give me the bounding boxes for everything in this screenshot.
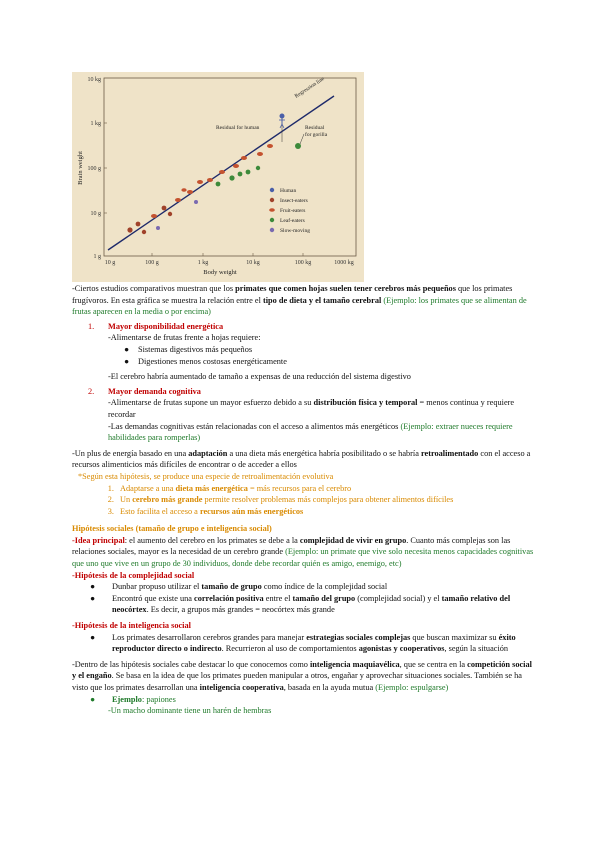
y-tick-label: 10 kg bbox=[87, 77, 101, 83]
x-axis-label: Body weight bbox=[203, 269, 237, 276]
residual-gorilla-line bbox=[300, 134, 304, 144]
legend bbox=[269, 188, 310, 234]
legend-human bbox=[270, 188, 297, 194]
residual-gorilla-label: Residual bbox=[305, 125, 325, 131]
document-body bbox=[72, 283, 534, 717]
y-tick-label: 100 g bbox=[87, 166, 101, 172]
y-tick-label: 1 kg bbox=[90, 121, 101, 127]
example-sub: -Un macho dominante tiene un harén de hembras bbox=[108, 706, 272, 716]
svg-text:Fruit-eaters: Fruit-eaters bbox=[280, 208, 306, 214]
y-axis-label: Brain weight bbox=[77, 151, 84, 185]
item2-sub2: -Las demandas cognitivas están relacionadas con el acceso a alimentos más energéticos (Ejemplo: extraer nueces requiere habilidades para romperlas) bbox=[108, 421, 513, 443]
x-tick-label: 10 kg bbox=[246, 260, 260, 266]
item1-sub2: -El cerebro habría aumentado de tamaño a expensas de una reducción del sistema digestivo bbox=[108, 372, 411, 382]
item1-bullet: ● Digestiones menos costosas energéticamente bbox=[124, 356, 287, 366]
hypothesis-item-2: 2. Mayor demanda cognitiva bbox=[88, 386, 201, 396]
leaf-eater-markers bbox=[216, 143, 301, 186]
feedback-step: 2. Un cerebro más grande permite resolver problemas más complejos para obtener alimentos difíciles bbox=[107, 495, 454, 505]
svg-text:Human: Human bbox=[280, 188, 297, 194]
brain-body-weight-plot bbox=[72, 72, 364, 282]
complexity-heading: -Hipótesis de la complejidad social bbox=[72, 570, 195, 580]
residual-human-label: Residual for human bbox=[216, 125, 260, 131]
legend-fruit-eaters bbox=[269, 208, 305, 214]
intelligence-bullet: ● Los primates desarrollaron cerebros grandes para manejar estrategias sociales complejas que buscan maximizar su éxito reproductor directo o indirecto. Recurrieron al uso de comportamientos agonistas y cooperativos, según la situación bbox=[90, 632, 516, 654]
example-bullet: ● Ejemplo: papiones bbox=[90, 694, 176, 704]
complexity-bullet: ● Dunbar propuso utilizar el tamaño de grupo como índice de la complejidad social bbox=[90, 582, 388, 592]
hypothesis-item-1: 1. Mayor disponibilidad energética bbox=[88, 321, 224, 331]
item2-sub1: -Alimentarse de frutas supone un mayor esfuerzo debido a su distribución física y temporal = menos continua y requiere recordar bbox=[108, 398, 515, 419]
plus-paragraph: -Un plus de energía basado en una adaptación a una dieta más energética habría posibilitado o se habría retroalimentado con el acceso a recursos alimenticios más difíciles de encontrar o de acceder a ellos bbox=[72, 448, 531, 470]
x-tick-label: 100 kg bbox=[294, 260, 312, 266]
y-tick-label: 10 g bbox=[90, 211, 101, 217]
machiavellian-paragraph: -Dentro de las hipótesis sociales cabe destacar lo que conocemos como inteligencia maquiavélica, que se centra en la competición social y el engaño. Se basa en la idea de que los primates pueden manipular a otros, engañar y aprovechar situaciones sociales. También se ha visto que los primates desarrollan una inteligencia cooperativa, basada en la ayuda mutua (Ejemplo: espulgarse) bbox=[72, 659, 532, 692]
slow-moving-markers bbox=[156, 200, 198, 230]
x-tick-label: 1 kg bbox=[197, 260, 209, 266]
residual-gorilla-label: for gorilla bbox=[305, 132, 328, 138]
social-idea-paragraph: -Idea principal: el aumento del cerebro en los primates se debe a la complejidad de vivir en grupo. Cuanto más complejas son las relaciones sociales, mayor es la necesidad de un cerebro grande (Ejemplo: un primate que vive solo necesita menos capacidades cognitivas que uno que vive en un grupo de 30 individuos, donde debe recordar quién es amigo, enemigo, etc) bbox=[72, 535, 534, 569]
intelligence-heading: -Hipótesis de la inteligencia social bbox=[72, 621, 191, 631]
svg-text:Insect-eaters: Insect-eaters bbox=[280, 198, 308, 204]
legend-leaf-eaters bbox=[270, 217, 305, 224]
complexity-bullet: ● Encontró que existe una correlación positiva entre el tamaño del grupo (complejidad social) y el tamaño relativo del neocórtex. Es decir, a grupos más grandes = neocórtex más grande bbox=[90, 593, 511, 615]
fruit-eater-markers bbox=[151, 144, 273, 218]
feedback-step: 1. Adaptarse a una dieta más energética = más recursos para el cerebro bbox=[107, 483, 352, 493]
legend-insect-eaters bbox=[270, 198, 308, 204]
feedback-intro: *Según esta hipótesis, se produce una especie de retroalimentación evolutiva bbox=[78, 471, 334, 481]
x-tick-label: 100 g bbox=[145, 260, 159, 266]
feedback-step: 3. Esto facilita el acceso a recursos aún más energéticos bbox=[107, 506, 304, 516]
x-tick-label: 1000 kg bbox=[334, 260, 354, 266]
item1-bullet: ● Sistemas digestivos más pequeños bbox=[124, 344, 253, 354]
social-heading: Hipótesis sociales (tamaño de grupo e inteligencia social) bbox=[72, 524, 272, 534]
regression-label: Regression line bbox=[293, 76, 326, 100]
intro-paragraph: -Ciertos estudios comparativos muestran que los primates que comen hojas suelen tener cerebros más pequeños que los primates frugívoros. En esta gráfica se muestra la relación entre el tipo de dieta y el tamaño cerebral (Ejemplo: los primates que se alimentan de frutas aparecen en la media o por encima) bbox=[72, 284, 527, 317]
x-tick-label: 10 g bbox=[104, 260, 116, 266]
y-tick-label: 1 g bbox=[93, 254, 101, 260]
svg-text:Slow-moving: Slow-moving bbox=[280, 228, 310, 234]
item1-sub1: -Alimentarse de frutas frente a hojas requiere: bbox=[108, 333, 261, 343]
brain-body-weight-figure bbox=[72, 72, 364, 282]
svg-text:Leaf-eaters: Leaf-eaters bbox=[280, 218, 305, 224]
legend-slow-moving bbox=[270, 228, 310, 234]
insect-eater-markers bbox=[127, 206, 172, 235]
